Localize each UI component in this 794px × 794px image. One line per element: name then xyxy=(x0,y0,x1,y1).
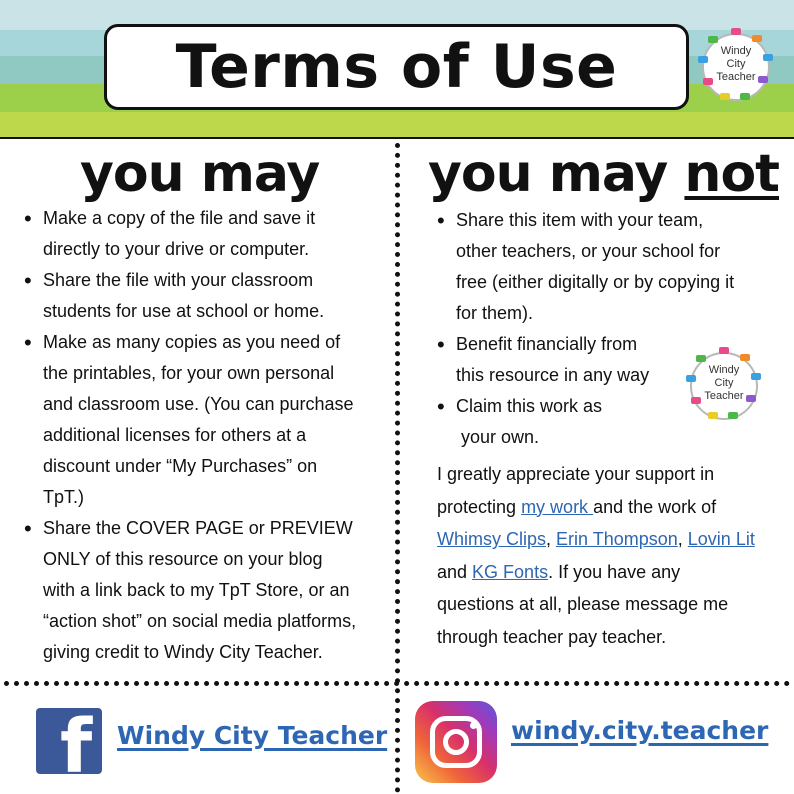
list-item: • Share the file with your classroom students for use at school or home. xyxy=(24,265,389,327)
page-title: Terms of Use xyxy=(175,32,618,102)
erin-thompson-link[interactable]: Erin Thompson xyxy=(556,529,678,550)
list-item: • Claim this work as your own. xyxy=(437,391,787,453)
may-heading: you may xyxy=(80,144,320,204)
instagram-link[interactable]: windy.city.teacher xyxy=(511,716,769,745)
list-item: • Share the COVER PAGE or PREVIEW ONLY of this resource on your blog with a link back to my TpT Store, or an “action shot” on social media platforms, giving credit to Windy City Teacher. xyxy=(24,513,389,668)
whimsy-clips-link[interactable]: Whimsy Clips xyxy=(437,529,547,550)
lovin-lit-link[interactable]: Lovin Lit xyxy=(687,529,755,550)
title-box xyxy=(104,24,689,110)
logo-text-line: Teacher xyxy=(716,71,756,83)
logo-text-line: Windy xyxy=(708,364,740,376)
facebook-link[interactable]: Windy City Teacher xyxy=(117,721,388,750)
list-item: • Share this item with your team, other teachers, or your school for free (either digitally or by copying it for them). xyxy=(437,205,787,329)
kg-fonts-link[interactable]: KG Fonts xyxy=(472,561,549,582)
ferris-wheel-logo xyxy=(684,346,764,426)
list-item: • Benefit financially from this resource in any way xyxy=(437,329,787,391)
facebook-icon[interactable]: f xyxy=(36,708,102,774)
list-item: • Make as many copies as you need of the printables, for your own personal and classroom use. (You can purchase additional licenses for others at a discount under “My Purchases” on TpT.) xyxy=(24,327,389,513)
not-emphasis: not xyxy=(684,144,780,204)
logo-text-line: City xyxy=(714,377,734,389)
ferris-wheel-logo-header xyxy=(696,27,776,107)
vertical-divider xyxy=(395,143,400,793)
logo-text-line: Teacher xyxy=(704,390,744,402)
may-list xyxy=(24,203,389,668)
logo-text-line: Windy xyxy=(720,45,752,57)
horizontal-divider xyxy=(4,681,790,686)
instagram-icon[interactable] xyxy=(415,701,497,783)
my-work-link[interactable]: my work xyxy=(521,496,594,517)
may-not-heading: you may not xyxy=(428,144,780,204)
support-paragraph: I greatly appreciate your support in protecting my work and the work of Whimsy Clips, Erin Thompson, Lovin Lit and KG Fonts. If you have any questions at all, please message me through teacher pay teacher. xyxy=(437,464,755,647)
logo-text-line: City xyxy=(726,58,746,70)
list-item: • Make a copy of the file and save it directly to your drive or computer. xyxy=(24,203,389,265)
